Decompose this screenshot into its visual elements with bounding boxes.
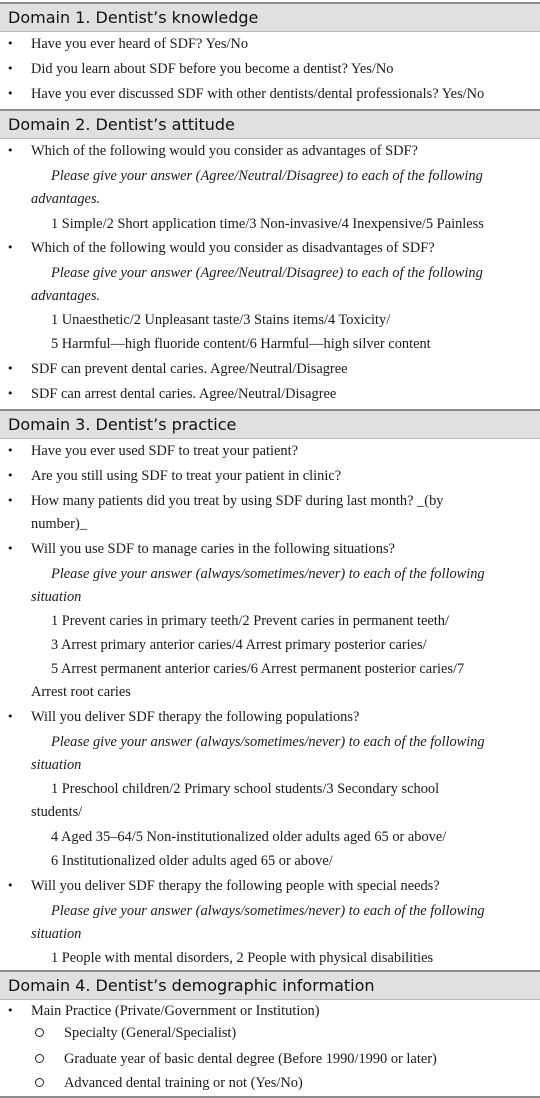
domain-1-item: Have you ever discussed SDF with other dentists/dental professionals? Yes/No bbox=[31, 86, 485, 102]
option-list: 5 Arrest permanent anterior caries/6 Arrest permanent posterior caries/7 bbox=[51, 661, 465, 677]
bullet: • bbox=[7, 144, 14, 157]
option-list: 1 Prevent caries in primary teeth/2 Prevent caries in permanent teeth/ bbox=[51, 613, 449, 629]
instruction-text: Please give your answer (Agree/Neutral/Disagree) to each of the following bbox=[51, 265, 483, 281]
domain-1-item: Have you ever heard of SDF? Yes/No bbox=[31, 36, 249, 52]
domain-1-header bbox=[0, 2, 540, 32]
domain-4-header bbox=[0, 970, 540, 1000]
domain-4-question: Main Practice (Private/Government or Institution) bbox=[31, 1003, 320, 1019]
bullet: • bbox=[7, 387, 14, 400]
domain-2-title: Domain 2. Dentist’s attitude bbox=[8, 115, 235, 134]
domain-2-question: Which of the following would you consider as advantages of SDF? bbox=[31, 143, 418, 159]
domain-1-title: Domain 1. Dentist’s knowledge bbox=[8, 8, 259, 27]
option-list: 1 Preschool children/2 Primary school students/3 Secondary school bbox=[51, 781, 440, 797]
bullet: • bbox=[7, 362, 14, 375]
domain-1-item: Did you learn about SDF before you become a dentist? Yes/No bbox=[31, 61, 394, 77]
bullet: • bbox=[7, 1004, 14, 1017]
domain-3-question: number)_ bbox=[31, 516, 87, 532]
domain-4-title: Domain 4. Dentist’s demographic information bbox=[8, 976, 375, 995]
domain-3-question: Will you deliver SDF therapy the following people with special needs? bbox=[31, 878, 440, 894]
instruction-text: situation bbox=[31, 589, 82, 605]
domain-2-header bbox=[0, 109, 540, 139]
domain-3-question: Will you use SDF to manage caries in the following situations? bbox=[31, 541, 395, 557]
bullet: • bbox=[7, 62, 14, 75]
domain-3-question: How many patients did you treat by using SDF during last month? _(by bbox=[31, 493, 444, 509]
instruction-text: situation bbox=[31, 757, 82, 773]
bullet: • bbox=[7, 469, 14, 482]
instruction-text: advantages. bbox=[31, 191, 101, 207]
option-list: 3 Arrest primary anterior caries/4 Arrest primary posterior caries/ bbox=[51, 637, 427, 653]
instruction-text: Please give your answer (always/sometimes/never) to each of the following bbox=[51, 903, 485, 919]
option-list: 5 Harmful—high fluoride content/6 Harmful—high silver content bbox=[51, 336, 431, 352]
sub-item: Advanced dental training or not (Yes/No) bbox=[64, 1075, 303, 1091]
instruction-text: Please give your answer (always/sometimes/never) to each of the following bbox=[51, 734, 485, 750]
option-list: 6 Institutionalized older adults aged 65 or above/ bbox=[51, 853, 333, 869]
instruction-text: Please give your answer (always/sometimes/never) to each of the following bbox=[51, 566, 485, 582]
domain-2-question: SDF can arrest dental caries. Agree/Neutral/Disagree bbox=[31, 386, 337, 402]
circle-bullet-icon bbox=[35, 1078, 44, 1087]
option-list: students/ bbox=[31, 804, 83, 820]
option-list: 1 Simple/2 Short application time/3 Non-invasive/4 Inexpensive/5 Painless bbox=[51, 216, 484, 232]
domain-3-question: Are you still using SDF to treat your patient in clinic? bbox=[31, 468, 342, 484]
option-list: 1 People with mental disorders, 2 People with physical disabilities bbox=[51, 950, 434, 966]
domain-2-question: SDF can prevent dental caries. Agree/Neutral/Disagree bbox=[31, 361, 348, 377]
instruction-text: situation bbox=[31, 926, 82, 942]
bullet: • bbox=[7, 37, 14, 50]
bullet: • bbox=[7, 710, 14, 723]
instruction-text: Please give your answer (Agree/Neutral/Disagree) to each of the following bbox=[51, 168, 483, 184]
domain-3-header bbox=[0, 409, 540, 439]
domain-3-question: Have you ever used SDF to treat your patient? bbox=[31, 443, 298, 459]
bullet: • bbox=[7, 241, 14, 254]
bullet: • bbox=[7, 542, 14, 555]
circle-bullet-icon bbox=[35, 1028, 44, 1037]
bullet: • bbox=[7, 87, 14, 100]
sub-item: Graduate year of basic dental degree (Before 1990/1990 or later) bbox=[64, 1051, 437, 1067]
option-list: Arrest root caries bbox=[31, 684, 131, 700]
bullet: • bbox=[7, 879, 14, 892]
option-list: 4 Aged 35–64/5 Non-institutionalized older adults aged 65 or above/ bbox=[51, 829, 447, 845]
sub-item: Specialty (General/Specialist) bbox=[64, 1025, 237, 1041]
circle-bullet-icon bbox=[35, 1054, 44, 1063]
bullet: • bbox=[7, 444, 14, 457]
option-list: 1 Unaesthetic/2 Unpleasant taste/3 Stains items/4 Toxicity/ bbox=[51, 312, 391, 328]
domain-2-question: Which of the following would you consider as disadvantages of SDF? bbox=[31, 240, 435, 256]
domain-3-question: Will you deliver SDF therapy the following populations? bbox=[31, 709, 360, 725]
domain-3-title: Domain 3. Dentist’s practice bbox=[8, 415, 237, 434]
instruction-text: advantages. bbox=[31, 288, 101, 304]
bullet: • bbox=[7, 494, 14, 507]
